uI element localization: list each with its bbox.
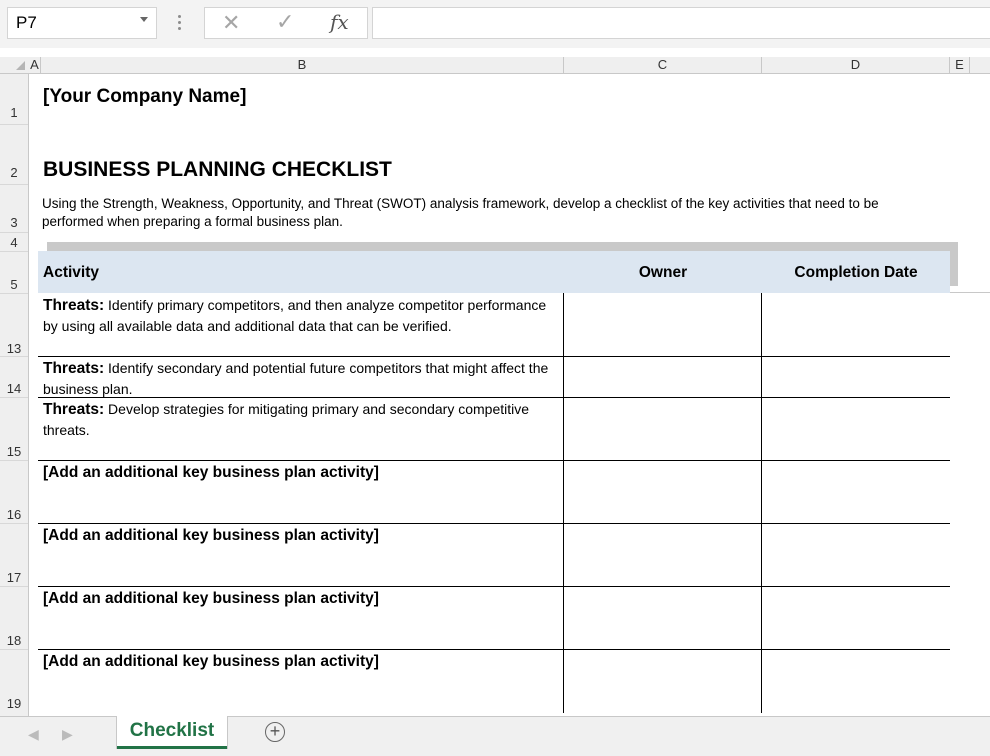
header-activity[interactable]: Activity xyxy=(43,264,99,281)
row-header-5[interactable]: 5 xyxy=(10,277,18,292)
row-divider xyxy=(38,356,950,357)
row-headers xyxy=(0,74,29,716)
row-header-4[interactable]: 4 xyxy=(10,235,18,250)
activity-cell[interactable]: Threats: Develop strategies for mitigating primary and secondary competitive threats. xyxy=(43,401,530,438)
activity-cell[interactable]: Threats: Identify secondary and potential future competitors that might affect the business plan. xyxy=(43,360,549,397)
row-header-16[interactable]: 16 xyxy=(6,507,22,522)
next-sheet-icon[interactable]: ▶ xyxy=(62,726,73,742)
row-divider xyxy=(38,460,950,461)
row-divider xyxy=(38,523,950,524)
add-sheet-icon[interactable]: + xyxy=(265,722,285,742)
insert-function-icon[interactable]: fx xyxy=(330,10,349,34)
activity-cell[interactable]: [Add an additional key business plan activity] xyxy=(43,590,379,607)
activity-cell[interactable]: Threats: Identify primary competitors, and then analyze competitor performance by using all available data and additional data that can be verified. xyxy=(43,297,547,334)
column-header-d[interactable]: D xyxy=(762,57,950,73)
grip-icon[interactable] xyxy=(178,15,181,31)
header-completion-date[interactable]: Completion Date xyxy=(794,264,918,281)
formula-input[interactable] xyxy=(372,7,990,39)
column-header-b[interactable]: B xyxy=(41,57,564,73)
row-header-2[interactable]: 2 xyxy=(10,165,18,180)
row-header-19[interactable]: 19 xyxy=(6,696,22,711)
grid-line xyxy=(950,292,990,293)
enter-icon[interactable]: ✓ xyxy=(276,9,295,34)
header-owner[interactable]: Owner xyxy=(638,264,688,281)
intro-text[interactable]: Using the Strength, Weakness, Opportunity, and Threat (SWOT) analysis framework, develop a checklist of the key activities that need to be performed when preparing a formal business plan. xyxy=(42,196,879,229)
row-header-3[interactable]: 3 xyxy=(10,215,18,230)
row-header-14[interactable]: 14 xyxy=(6,381,22,396)
chevron-down-icon[interactable] xyxy=(140,17,148,22)
prev-sheet-icon[interactable]: ◀ xyxy=(28,726,39,742)
column-header-c[interactable]: C xyxy=(564,57,762,73)
select-all-icon[interactable] xyxy=(16,61,25,70)
name-box[interactable]: P7 xyxy=(7,7,157,39)
activity-cell[interactable]: [Add an additional key business plan activity] xyxy=(43,653,379,670)
company-name-cell[interactable]: [Your Company Name] xyxy=(43,86,247,107)
row-divider xyxy=(38,649,950,650)
row-header-1[interactable]: 1 xyxy=(10,105,18,120)
row-header-15[interactable]: 15 xyxy=(6,444,22,459)
page-title[interactable]: BUSINESS PLANNING CHECKLIST xyxy=(43,158,392,181)
tab-checklist[interactable]: Checklist xyxy=(117,716,227,749)
row-header-13[interactable]: 13 xyxy=(6,341,22,356)
row-divider xyxy=(38,586,950,587)
row-header-18[interactable]: 18 xyxy=(6,633,22,648)
column-header-a[interactable]: A xyxy=(29,57,41,73)
cancel-icon[interactable]: ✕ xyxy=(222,10,241,35)
activity-cell[interactable]: [Add an additional key business plan activity] xyxy=(43,464,379,481)
row-header-17[interactable]: 17 xyxy=(6,570,22,585)
column-headers xyxy=(0,57,990,74)
activity-cell[interactable]: [Add an additional key business plan activity] xyxy=(43,527,379,544)
column-header-e[interactable]: E xyxy=(950,57,970,73)
